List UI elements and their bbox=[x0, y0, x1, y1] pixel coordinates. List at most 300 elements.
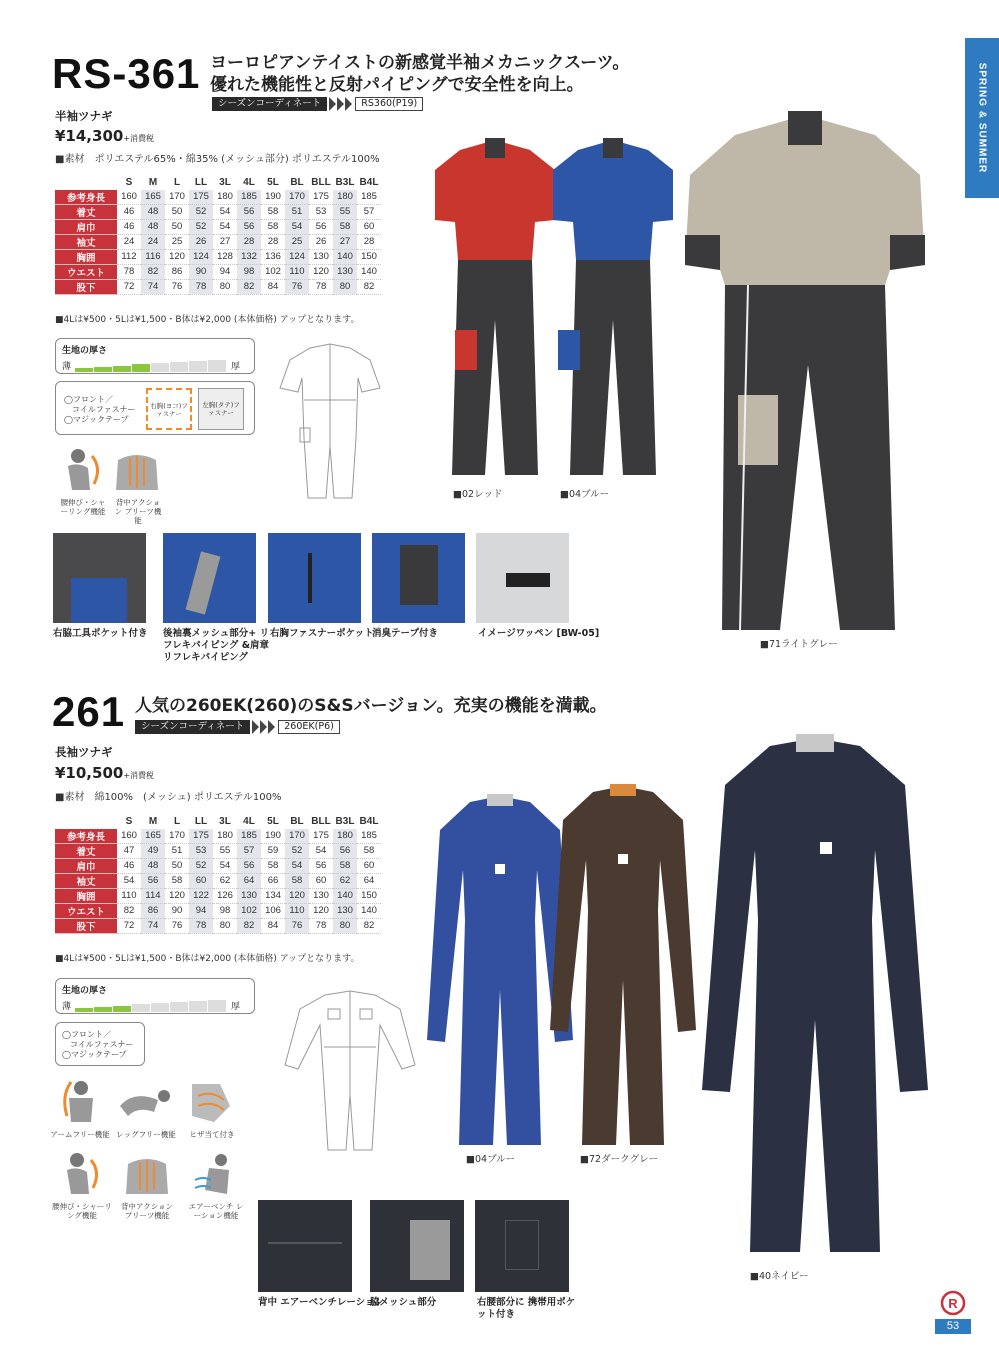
table-cell: 48 bbox=[141, 219, 165, 234]
product2-photo-brown bbox=[548, 780, 698, 1154]
product1-note: ■4Lは¥500・5Lは¥1,500・B体は¥2,000 (本体価格) アップとなります。 bbox=[55, 315, 360, 325]
row-label: 胸囲 bbox=[55, 888, 117, 903]
table-cell: 76 bbox=[165, 279, 189, 294]
table-cell: 86 bbox=[165, 264, 189, 279]
table-cell: 54 bbox=[309, 843, 333, 858]
table-cell: 120 bbox=[285, 888, 309, 903]
thickness-segment bbox=[151, 1003, 169, 1012]
product1-coordinate bbox=[212, 97, 423, 111]
product2-size-table-wrap bbox=[55, 814, 381, 934]
size-header: 4L bbox=[243, 176, 255, 188]
table-cell: 56 bbox=[237, 204, 261, 219]
thickness-segment bbox=[94, 367, 112, 372]
size-header: 5L bbox=[267, 815, 279, 827]
table-cell: 122 bbox=[189, 888, 213, 903]
table-cell: 94 bbox=[189, 903, 213, 918]
arm-free-icon bbox=[55, 1076, 105, 1126]
back-pleat-icon bbox=[122, 1150, 172, 1198]
size-header: L bbox=[173, 815, 181, 827]
table-cell: 47 bbox=[117, 843, 141, 858]
product2-type: 長袖ツナギ bbox=[55, 745, 113, 759]
vent-seam-icon bbox=[268, 1242, 342, 1244]
table-cell: 78 bbox=[309, 279, 333, 294]
table-cell: 54 bbox=[285, 858, 309, 873]
arrow-icon bbox=[252, 720, 276, 734]
table-cell: 82 bbox=[237, 279, 261, 294]
table-cell: 28 bbox=[357, 234, 381, 249]
detail-tool-pocket bbox=[53, 533, 146, 623]
product1-material: ■素材 ポリエステル65%・綿35% (メッシュ部分) ポリエステル100% bbox=[55, 154, 380, 165]
thickness-segment bbox=[170, 362, 188, 372]
coordinate-target: 260EK(P6) bbox=[278, 720, 340, 734]
product1-model: RS-361 bbox=[52, 50, 201, 97]
thickness-segment bbox=[113, 366, 131, 372]
feature-stretch-label: 腰伸び・シャーリング機能 bbox=[52, 1202, 112, 1220]
detail-chest-zip bbox=[268, 533, 361, 623]
product1-color-grey: ■71ライトグレー bbox=[760, 639, 838, 650]
product2-line-drawing bbox=[280, 985, 420, 1159]
table-cell: 82 bbox=[357, 918, 381, 933]
closure-list bbox=[64, 395, 135, 425]
mesh-panel-icon bbox=[186, 551, 221, 614]
closure-front: ◯フロント／ bbox=[62, 1030, 111, 1039]
table-cell: 54 bbox=[213, 204, 237, 219]
thick-label: 厚 bbox=[231, 362, 241, 372]
table-cell: 130 bbox=[333, 903, 357, 918]
size-header: S bbox=[125, 815, 133, 827]
table-cell: 130 bbox=[309, 249, 333, 264]
product2-color-blue: ■04ブルー bbox=[466, 1154, 516, 1165]
pocket-patch-icon bbox=[71, 578, 127, 623]
table-cell: 64 bbox=[357, 873, 381, 888]
closure-list bbox=[62, 1030, 133, 1060]
table-cell: 62 bbox=[333, 873, 357, 888]
product1-type: 半袖ツナギ bbox=[55, 109, 113, 123]
detail2-caption-3: 右腰部分に 携帯用ポケット付き bbox=[477, 1297, 576, 1320]
size-header: LL bbox=[194, 815, 208, 827]
table-cell: 170 bbox=[165, 190, 189, 205]
row-label: 着丈 bbox=[55, 204, 117, 219]
feature-stretch-2 bbox=[52, 1150, 112, 1220]
table-cell: 54 bbox=[285, 219, 309, 234]
table-cell: 106 bbox=[261, 903, 285, 918]
table-cell: 80 bbox=[333, 279, 357, 294]
thickness-segment bbox=[113, 1006, 131, 1012]
feature-leg-free bbox=[114, 1076, 178, 1139]
thickness-segment bbox=[75, 368, 93, 372]
table-cell: 52 bbox=[189, 204, 213, 219]
closure-zipper: コイルファスナー bbox=[72, 405, 136, 414]
table-cell: 175 bbox=[189, 829, 213, 844]
row-label: 肩巾 bbox=[55, 858, 117, 873]
product1-headline-line1: ヨーロピアンテイストの新感覚半袖メカニックスーツ。 bbox=[210, 53, 630, 73]
table-cell: 80 bbox=[213, 279, 237, 294]
size-header: LL bbox=[194, 176, 208, 188]
table-cell: 180 bbox=[213, 829, 237, 844]
detail1-caption-4: 消臭テープ付き bbox=[372, 628, 439, 639]
coordinate-target: RS360(P19) bbox=[355, 97, 423, 111]
table-cell: 48 bbox=[141, 204, 165, 219]
table-row bbox=[55, 843, 381, 858]
table-cell: 116 bbox=[141, 249, 165, 264]
table-cell: 58 bbox=[357, 843, 381, 858]
table-cell: 82 bbox=[141, 264, 165, 279]
table-cell: 26 bbox=[309, 234, 333, 249]
table-cell: 51 bbox=[165, 843, 189, 858]
thick-label: 厚 bbox=[231, 1002, 241, 1012]
thickness-title: 生地の厚さ bbox=[62, 346, 108, 356]
row-label: 袖丈 bbox=[55, 234, 117, 249]
thin-label: 薄 bbox=[62, 362, 72, 372]
table-cell: 58 bbox=[261, 858, 285, 873]
thickness-segment bbox=[75, 1008, 93, 1012]
table-cell: 78 bbox=[117, 264, 141, 279]
table-cell: 120 bbox=[165, 249, 189, 264]
size-header: BL bbox=[290, 176, 304, 188]
thickness-segment bbox=[170, 1002, 188, 1012]
table-cell: 53 bbox=[309, 204, 333, 219]
table-row bbox=[55, 918, 381, 933]
product1-color-red: ■02レッド bbox=[453, 489, 503, 500]
table-cell: 90 bbox=[165, 903, 189, 918]
table-cell: 51 bbox=[285, 204, 309, 219]
table-row bbox=[55, 264, 381, 279]
table-cell: 102 bbox=[237, 903, 261, 918]
table-cell: 25 bbox=[285, 234, 309, 249]
feature-leg-free-label: レッグフリー機能 bbox=[116, 1130, 176, 1139]
table-cell: 175 bbox=[189, 190, 213, 205]
table-cell: 124 bbox=[189, 249, 213, 264]
table-cell: 112 bbox=[117, 249, 141, 264]
table-cell: 114 bbox=[141, 888, 165, 903]
table-cell: 170 bbox=[165, 829, 189, 844]
table-row bbox=[55, 903, 381, 918]
detail-side-mesh bbox=[370, 1200, 464, 1292]
table-cell: 185 bbox=[357, 190, 381, 205]
product2-size-table bbox=[55, 814, 381, 934]
left-chest-zip-icon bbox=[198, 388, 244, 430]
thickness-segment bbox=[132, 364, 150, 372]
table-cell: 128 bbox=[213, 249, 237, 264]
product1-price bbox=[55, 127, 154, 145]
table-cell: 76 bbox=[165, 918, 189, 933]
product2-coordinate bbox=[135, 720, 340, 734]
tax-label: +消費税 bbox=[123, 771, 155, 780]
feature-knee-pad-label: ヒザ当て付き bbox=[189, 1130, 235, 1139]
table-cell: 54 bbox=[213, 858, 237, 873]
mesh-panel-icon bbox=[410, 1220, 450, 1280]
size-header: M bbox=[148, 176, 158, 188]
thickness-segment bbox=[132, 1004, 150, 1012]
table-cell: 58 bbox=[333, 219, 357, 234]
back-pleat-icon bbox=[112, 446, 162, 494]
detail-deodorant-tape bbox=[372, 533, 465, 623]
closure-velcro: ◯マジックテープ bbox=[62, 1050, 127, 1059]
table-cell: 180 bbox=[333, 829, 357, 844]
feature-arm-free bbox=[50, 1076, 110, 1139]
table-cell: 52 bbox=[189, 858, 213, 873]
right-chest-zip-icon bbox=[146, 388, 192, 430]
table-cell: 49 bbox=[141, 843, 165, 858]
table-cell: 55 bbox=[333, 204, 357, 219]
leg-free-icon bbox=[114, 1076, 174, 1126]
price-value: ¥14,300 bbox=[55, 127, 124, 145]
feature-back-pleat-label: 背中アクション プリーツ機能 bbox=[120, 1202, 174, 1220]
table-cell: 76 bbox=[285, 279, 309, 294]
table-cell: 57 bbox=[237, 843, 261, 858]
detail-phone-pocket bbox=[475, 1200, 569, 1292]
table-cell: 140 bbox=[333, 249, 357, 264]
feature-air-vent-label: エアーベンチ レーション機能 bbox=[188, 1202, 244, 1220]
size-header-blank bbox=[55, 814, 117, 829]
table-cell: 50 bbox=[165, 858, 189, 873]
table-cell: 140 bbox=[357, 903, 381, 918]
table-cell: 130 bbox=[237, 888, 261, 903]
size-header: BLL bbox=[311, 176, 331, 188]
table-cell: 76 bbox=[285, 918, 309, 933]
table-cell: 130 bbox=[309, 888, 333, 903]
table-cell: 84 bbox=[261, 279, 285, 294]
table-cell: 56 bbox=[333, 843, 357, 858]
table-cell: 84 bbox=[261, 918, 285, 933]
feature-back-pleat-label: 背中アクション プリーツ機能 bbox=[114, 498, 162, 525]
stretch-icon bbox=[58, 446, 108, 494]
table-cell: 94 bbox=[213, 264, 237, 279]
table-cell: 59 bbox=[261, 843, 285, 858]
table-cell: 82 bbox=[237, 918, 261, 933]
size-header: L bbox=[173, 176, 181, 188]
row-label: 股下 bbox=[55, 279, 117, 294]
table-cell: 124 bbox=[285, 249, 309, 264]
table-cell: 185 bbox=[237, 190, 261, 205]
size-header: M bbox=[148, 815, 158, 827]
table-row bbox=[55, 219, 381, 234]
table-cell: 46 bbox=[117, 219, 141, 234]
size-header: S bbox=[125, 176, 133, 188]
table-cell: 175 bbox=[309, 190, 333, 205]
table-cell: 60 bbox=[357, 219, 381, 234]
row-label: 胸囲 bbox=[55, 249, 117, 264]
table-cell: 120 bbox=[165, 888, 189, 903]
table-cell: 56 bbox=[237, 219, 261, 234]
thickness-bar bbox=[62, 359, 248, 372]
thickness-segment bbox=[189, 1001, 207, 1012]
table-cell: 52 bbox=[285, 843, 309, 858]
product1-headline-line2: 優れた機能性と反射パイピングで安全性を向上。 bbox=[210, 75, 584, 95]
closure-front: ◯フロント／ bbox=[64, 395, 113, 404]
table-cell: 80 bbox=[333, 918, 357, 933]
table-cell: 24 bbox=[141, 234, 165, 249]
row-label: 着丈 bbox=[55, 843, 117, 858]
table-cell: 190 bbox=[261, 190, 285, 205]
zip-right-label: 右胸(ヨコ)ファスナー bbox=[150, 402, 188, 418]
closure-velcro: ◯マジックテープ bbox=[64, 415, 129, 424]
table-row bbox=[55, 234, 381, 249]
table-cell: 110 bbox=[285, 264, 309, 279]
table-cell: 90 bbox=[189, 264, 213, 279]
size-header: BLL bbox=[311, 815, 331, 827]
grey-coverall-image bbox=[680, 105, 930, 635]
table-cell: 120 bbox=[309, 264, 333, 279]
row-label: 参考身長 bbox=[55, 190, 117, 205]
row-label: 袖丈 bbox=[55, 873, 117, 888]
table-cell: 140 bbox=[357, 264, 381, 279]
table-cell: 165 bbox=[141, 829, 165, 844]
product1-photo-blue bbox=[548, 130, 678, 484]
table-row bbox=[55, 888, 381, 903]
table-cell: 120 bbox=[309, 903, 333, 918]
brand-logo bbox=[937, 1290, 969, 1320]
table-cell: 185 bbox=[357, 829, 381, 844]
table-cell: 130 bbox=[333, 264, 357, 279]
table-cell: 54 bbox=[117, 873, 141, 888]
table-row bbox=[55, 279, 381, 294]
table-cell: 58 bbox=[261, 204, 285, 219]
table-cell: 78 bbox=[309, 918, 333, 933]
table-cell: 150 bbox=[357, 888, 381, 903]
size-header: 5L bbox=[267, 176, 279, 188]
thin-label: 薄 bbox=[62, 1002, 72, 1012]
table-cell: 56 bbox=[309, 858, 333, 873]
table-cell: 57 bbox=[357, 204, 381, 219]
table-cell: 72 bbox=[117, 918, 141, 933]
row-label: ウエスト bbox=[55, 264, 117, 279]
product1-line-drawing bbox=[270, 338, 400, 507]
red-coverall-image bbox=[430, 130, 560, 480]
thickness-bar bbox=[62, 999, 248, 1012]
product2-material: ■素材 綿100% (メッシュ) ポリエステル100% bbox=[55, 792, 282, 803]
feature-stretch bbox=[58, 446, 108, 516]
page-number: 53 bbox=[935, 1319, 971, 1334]
table-cell: 66 bbox=[261, 873, 285, 888]
table-cell: 170 bbox=[285, 829, 309, 844]
zip-left-label: 左胸(タテ)ファスナー bbox=[202, 401, 240, 417]
size-header: BL bbox=[290, 815, 304, 827]
table-cell: 126 bbox=[213, 888, 237, 903]
arrow-icon bbox=[329, 97, 353, 111]
table-cell: 140 bbox=[333, 888, 357, 903]
size-header: B3L bbox=[335, 815, 355, 827]
collar-icon bbox=[400, 545, 438, 605]
product1-size-table-wrap bbox=[55, 175, 381, 295]
detail2-caption-1: 背中 エアーベンチレーション bbox=[258, 1297, 384, 1308]
product1-photo-grey bbox=[680, 105, 930, 639]
price-value: ¥10,500 bbox=[55, 764, 124, 782]
table-cell: 74 bbox=[141, 279, 165, 294]
table-cell: 160 bbox=[117, 829, 141, 844]
row-label: 股下 bbox=[55, 918, 117, 933]
table-cell: 60 bbox=[189, 873, 213, 888]
table-cell: 25 bbox=[165, 234, 189, 249]
table-cell: 58 bbox=[165, 873, 189, 888]
feature-arm-free-label: アームフリー機能 bbox=[50, 1130, 110, 1139]
table-cell: 110 bbox=[285, 903, 309, 918]
zip-line-icon bbox=[308, 553, 312, 603]
season-label: SPRING & SUMMER bbox=[976, 62, 988, 174]
thickness-segment bbox=[151, 363, 169, 372]
table-cell: 102 bbox=[261, 264, 285, 279]
product1-closures bbox=[55, 381, 255, 435]
coordinate-label: シーズンコーディネート bbox=[135, 720, 250, 734]
size-header-blank bbox=[55, 175, 117, 190]
product2-thickness bbox=[55, 978, 255, 1014]
blue-coverall-image bbox=[548, 130, 678, 480]
size-header: 4L bbox=[243, 815, 255, 827]
table-row bbox=[55, 829, 381, 844]
feature-back-pleat bbox=[112, 446, 164, 525]
svg-text:R: R bbox=[948, 1296, 958, 1311]
size-header: 3L bbox=[219, 176, 231, 188]
pocket-outline-icon bbox=[505, 1220, 539, 1270]
table-cell: 56 bbox=[309, 219, 333, 234]
table-cell: 46 bbox=[117, 858, 141, 873]
table-cell: 82 bbox=[117, 903, 141, 918]
coverall-drawing-icon bbox=[270, 338, 400, 503]
table-cell: 50 bbox=[165, 219, 189, 234]
detail1-caption-2: 後袖裏メッシュ部分+ リフレキパイピング &肩章リフレキパイピング bbox=[163, 628, 270, 663]
table-cell: 165 bbox=[141, 190, 165, 205]
feature-air-vent bbox=[186, 1150, 246, 1220]
table-cell: 98 bbox=[213, 903, 237, 918]
table-cell: 50 bbox=[165, 204, 189, 219]
table-cell: 160 bbox=[117, 190, 141, 205]
product2-model: 261 bbox=[52, 688, 126, 735]
product2-closures bbox=[55, 1022, 145, 1066]
table-row bbox=[55, 873, 381, 888]
table-row bbox=[55, 249, 381, 264]
table-cell: 82 bbox=[357, 279, 381, 294]
product2-headline: 人気の260EK(260)のS&Sバージョン。充実の機能を満載。 bbox=[135, 696, 607, 716]
table-cell: 46 bbox=[117, 204, 141, 219]
table-cell: 150 bbox=[357, 249, 381, 264]
thickness-segment bbox=[208, 1000, 226, 1012]
table-cell: 78 bbox=[189, 918, 213, 933]
table-cell: 56 bbox=[237, 858, 261, 873]
table-cell: 64 bbox=[237, 873, 261, 888]
size-header: B3L bbox=[335, 176, 355, 188]
table-row bbox=[55, 190, 381, 205]
feature-back-pleat-2 bbox=[118, 1150, 176, 1220]
table-cell: 28 bbox=[237, 234, 261, 249]
table-cell: 58 bbox=[285, 873, 309, 888]
table-cell: 58 bbox=[333, 858, 357, 873]
thickness-segment bbox=[189, 361, 207, 372]
detail1-caption-5: イメージワッペン [BW-05] bbox=[478, 628, 600, 639]
product2-photo-navy bbox=[700, 730, 930, 1264]
table-cell: 185 bbox=[237, 829, 261, 844]
table-cell: 27 bbox=[213, 234, 237, 249]
brown-longsleeve-coverall-image bbox=[548, 780, 698, 1150]
table-cell: 180 bbox=[213, 190, 237, 205]
product2-color-navy: ■40ネイビー bbox=[750, 1271, 809, 1282]
feature-knee-pad bbox=[184, 1076, 240, 1139]
table-cell: 170 bbox=[285, 190, 309, 205]
product1-photo-red bbox=[430, 130, 560, 484]
table-cell: 27 bbox=[333, 234, 357, 249]
product2-color-darkgrey: ■72ダークグレー bbox=[580, 1154, 659, 1165]
table-cell: 24 bbox=[117, 234, 141, 249]
wappen-badge-icon bbox=[506, 573, 550, 587]
table-cell: 72 bbox=[117, 279, 141, 294]
detail-sleeve-mesh bbox=[163, 533, 256, 623]
row-label: 参考身長 bbox=[55, 829, 117, 844]
season-side-tab bbox=[965, 38, 999, 198]
table-row bbox=[55, 204, 381, 219]
table-cell: 60 bbox=[357, 858, 381, 873]
size-header: B4L bbox=[359, 815, 379, 827]
detail-wappen bbox=[476, 533, 569, 623]
product1-headline bbox=[210, 52, 629, 96]
